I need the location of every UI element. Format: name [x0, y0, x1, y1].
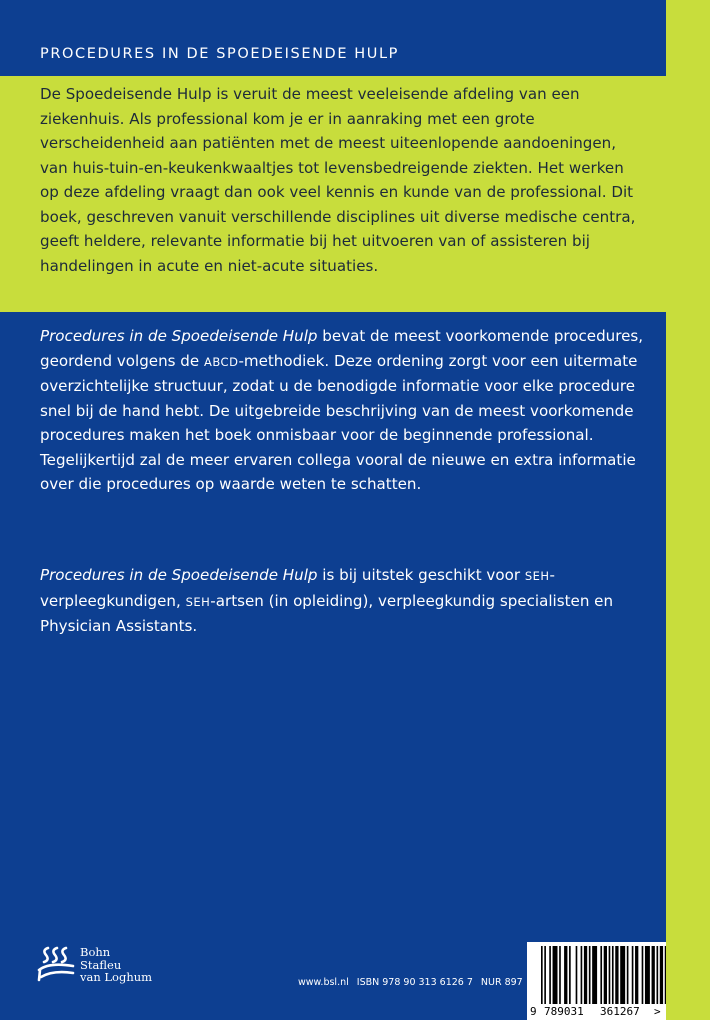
- p2-text-a: is bij uitstek geschikt voor: [317, 566, 525, 584]
- barcode-bar: [541, 946, 543, 1004]
- barcode-bar: [584, 946, 587, 1004]
- barcode-bar: [627, 946, 629, 1004]
- publisher-line-3: van Loghum: [80, 970, 153, 984]
- seh-smallcaps: SEH: [185, 594, 211, 609]
- barcode-bar: [581, 946, 583, 1004]
- barcode-bar: [620, 946, 625, 1004]
- barcode-bars: [541, 946, 666, 1004]
- barcode-bar: [576, 946, 578, 1004]
- barcode-bar: [569, 946, 571, 1004]
- series-title: PROCEDURES IN DE SPOEDEISENDE HULP: [40, 46, 400, 62]
- barcode-bar: [559, 946, 561, 1004]
- barcode-bar: [642, 946, 644, 1004]
- barcode-bar: [635, 946, 638, 1004]
- imprint-line: [298, 977, 531, 988]
- p1-text-b: -methodiek. Deze ordening zorgt voor een uitermate overzichtelijke structuur, zodat u de benodigde informatie voor elke procedure snel bij de hand hebt. De uitgebreide beschrijving van de meest voorkomende procedures maken het boek onmisbaar voor de beginnende professional. Tegelijkertijd zal de meer ervaren collega vooral de nieuwe en extra informatie over die procedures op waarde weten te schatten.: [40, 351, 638, 493]
- description-paragraph-1: [40, 324, 650, 497]
- barcode-bar: [553, 946, 558, 1004]
- barcode-bar: [665, 946, 666, 1004]
- barcode-bar: [544, 946, 546, 1004]
- website: www.bsl.nl: [298, 977, 349, 988]
- barcode-bar: [564, 946, 567, 1004]
- barcode-bar: [600, 946, 602, 1004]
- barcode-bar: [660, 946, 663, 1004]
- barcode-group-1: 789031: [544, 1005, 584, 1018]
- description-paragraph-2: [40, 563, 650, 639]
- barcode-bar: [609, 946, 611, 1004]
- barcode-bar: [604, 946, 607, 1004]
- barcode-bar: [612, 946, 614, 1004]
- barcode-quiet-arrow: >: [654, 1005, 661, 1018]
- isbn: ISBN 978 90 313 6126 7: [356, 977, 473, 988]
- spine-strip: [666, 0, 710, 1020]
- publisher-line-2: Stafleu: [80, 957, 122, 972]
- barcode-bar: [657, 946, 659, 1004]
- barcode-bar: [589, 946, 591, 1004]
- barcode-bar: [645, 946, 650, 1004]
- p2-text-c: -artsen (in opleiding), verpleegkundig specialisten en Physician Assistants.: [40, 591, 614, 635]
- barcode-group-2: 361267: [600, 1005, 640, 1018]
- publisher-logo: [36, 944, 186, 988]
- book-title-italic: Procedures in de Spoedeisende Hulp: [40, 566, 318, 584]
- barcode-bar: [615, 946, 618, 1004]
- nur-code: NUR 897: [480, 977, 523, 988]
- intro-band: [0, 76, 666, 312]
- barcode-bar: [652, 946, 655, 1004]
- p1-text-a: bevat de meest voorkomende procedures, geordend volgens de: [40, 327, 644, 370]
- barcode-bar: [592, 946, 597, 1004]
- barcode-bar: [549, 946, 551, 1004]
- publisher-line-1: Bohn: [80, 945, 111, 959]
- barcode-bar: [632, 946, 634, 1004]
- header-band: [0, 0, 666, 76]
- seh-smallcaps: SEH: [524, 569, 550, 583]
- barcode-first-digit: 9: [530, 1005, 537, 1018]
- intro-paragraph: De Spoedeisende Hulp is veruit de meest veeleisende afdeling van een ziekenhuis. Als professional kom je er in aanraking met een grote verscheidenheid aan patiënten met de meest uiteenlopende aandoeningen, van huis-tuin-en-keukenkwaaltjes tot levensbedreigende ziekten. Het werken op deze afdeling vraagt dan ook veel kennis en kunde van de professional. Dit boek, geschreven vanuit verschillende disciplines uit diverse medische centra, geeft heldere, relevante informatie bij het uitvoeren van of assisteren bij handelingen in acute en niet-acute situaties.: [40, 85, 636, 275]
- abcd-smallcaps: ABCD: [203, 354, 239, 369]
- p2-text-b: -verpleegkundigen,: [40, 566, 555, 610]
- bsl-logo-icon: [36, 944, 76, 984]
- book-title-italic: Procedures in de Spoedeisende Hulp: [40, 327, 318, 345]
- publisher-name: [80, 946, 152, 984]
- isbn-barcode: [527, 942, 666, 1020]
